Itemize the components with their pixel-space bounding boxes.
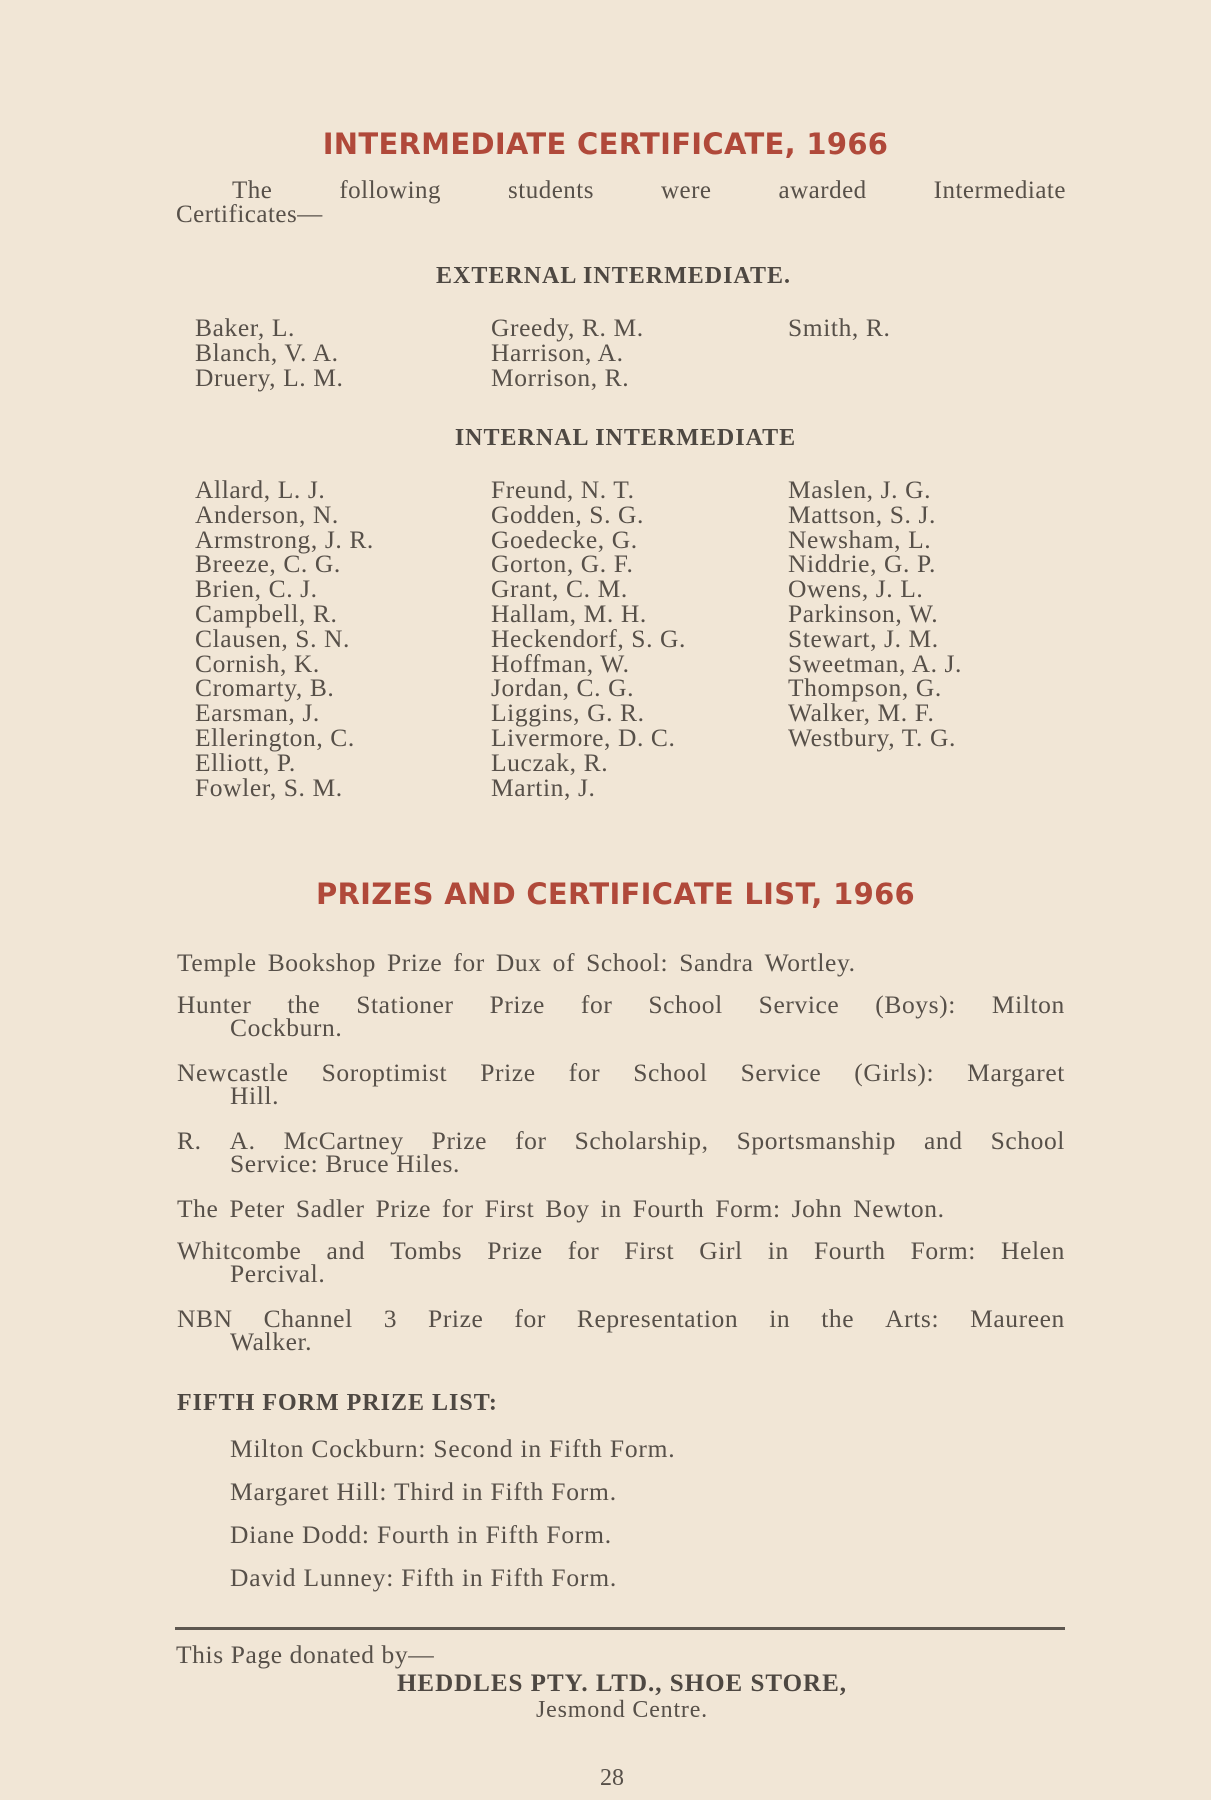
prize-word: and [326, 1236, 366, 1265]
prize-word: School [990, 1126, 1065, 1155]
prize-item [177, 990, 1065, 1042]
prize-word: Prize [428, 1304, 484, 1333]
student-name: Cromarty, B. [195, 673, 335, 703]
prize-word: School [633, 1058, 708, 1087]
student-name: Goedecke, G. [491, 524, 638, 554]
prize-word: Prize [375, 1194, 432, 1223]
student-name: Godden, S. G. [491, 499, 645, 529]
prize-word: A. [229, 1126, 256, 1155]
prize-word: (Boys): [875, 990, 956, 1019]
intro-word: The [232, 177, 273, 204]
student-name: Greedy, R. M. [491, 313, 644, 342]
prize-word: Stationer [356, 990, 454, 1019]
prize-word: Temple [177, 948, 257, 977]
external-names-column-2 [491, 313, 644, 392]
prize-word: Representation [576, 1304, 739, 1333]
prize-word: 3 [383, 1304, 398, 1333]
student-name: Westbury, T. G. [788, 722, 956, 752]
external-names-column-1 [195, 313, 344, 392]
prize-word: Soroptimist [321, 1058, 448, 1087]
prize-line [177, 1058, 1065, 1087]
student-name: Stewart, J. M. [788, 623, 939, 653]
prize-line [177, 1194, 1065, 1223]
prize-word: John [791, 1194, 843, 1223]
prize-word: Wortley. [764, 948, 856, 977]
prize-word: of [552, 948, 576, 977]
student-name: Grant, C. M. [491, 574, 628, 604]
student-name: Parkinson, W. [788, 598, 939, 628]
external-names-column-3 [788, 313, 891, 342]
prize-word: Peter [229, 1194, 285, 1223]
external-intermediate-heading: EXTERNAL INTERMEDIATE. [436, 263, 791, 289]
student-name: Livermore, D. C. [491, 722, 676, 752]
student-name: Anderson, N. [195, 499, 339, 529]
prize-word: Fourth [813, 1236, 886, 1265]
student-name: Hoffman, W. [491, 648, 630, 678]
student-name: Campbell, R. [195, 598, 338, 628]
student-name: Allard, L. J. [195, 475, 326, 504]
prize-line-continued: Service: Bruce Hiles. [230, 1149, 460, 1178]
student-name: Breeze, C. G. [195, 549, 341, 579]
prize-word: Milton [991, 990, 1065, 1019]
prize-word: Prize [386, 948, 443, 977]
prize-word: Bookshop [267, 948, 376, 977]
student-name: Cornish, K. [195, 648, 320, 678]
prize-word: Margaret [967, 1058, 1065, 1087]
prize-word: Service [740, 1058, 822, 1087]
prize-word: Sportsmanship [736, 1126, 896, 1155]
prize-word: Scholarship, [574, 1126, 709, 1155]
prize-line [177, 948, 1065, 977]
prizes-heading: PRIZES AND CERTIFICATE LIST, 1966 [315, 877, 916, 911]
prize-word: School [648, 990, 723, 1019]
fifth-form-item: Milton Cockburn: Second in Fifth Form. [230, 1434, 676, 1463]
footer-divider [175, 1627, 1065, 1630]
student-name: Brien, C. J. [195, 574, 318, 604]
student-name: Smith, R. [788, 313, 891, 342]
student-name: Gorton, G. F. [491, 549, 634, 579]
prize-line-continued: Cockburn. [230, 1013, 343, 1042]
prize-word: NBN [177, 1304, 233, 1333]
student-name: Blanch, V. A. [195, 337, 339, 367]
student-name: Newsham, L. [788, 524, 932, 554]
prize-word: for [515, 1126, 547, 1155]
prize-word: Whitcombe [177, 1236, 302, 1265]
student-name: Thompson, G. [788, 673, 942, 703]
prize-word: in [600, 1194, 622, 1223]
student-name: Sweetman, A. J. [788, 648, 963, 678]
prize-word: Service [758, 990, 840, 1019]
student-name: Freund, N. T. [491, 475, 635, 504]
internal-names-column-3 [788, 475, 963, 752]
prize-word: McCartney [283, 1126, 404, 1155]
prize-word: Prize [431, 1126, 488, 1155]
student-name: Clausen, S. N. [195, 623, 351, 653]
student-name: Mattson, S. J. [788, 499, 936, 529]
prize-word: for [568, 1058, 601, 1087]
prize-word: (Girls): [854, 1058, 935, 1087]
prize-word: Prize [489, 990, 545, 1019]
prize-word: Girl [699, 1236, 743, 1265]
fifth-form-item: David Lunney: Fifth in Fifth Form. [230, 1563, 618, 1592]
intro-word: following [339, 177, 442, 204]
student-name: Morrison, R. [491, 362, 630, 392]
student-name: Earsman, J. [195, 698, 320, 728]
prize-word: Hunter [177, 990, 252, 1019]
student-name: Martin, J. [491, 772, 596, 802]
fifth-form-item: Margaret Hill: Third in Fifth Form. [230, 1477, 617, 1506]
student-name: Baker, L. [195, 313, 295, 342]
prize-word: First [484, 1194, 535, 1223]
prize-word: for [442, 1194, 474, 1223]
prize-item [177, 1236, 1065, 1288]
prize-word: Sadler [295, 1194, 365, 1223]
prize-word: for [567, 1236, 600, 1265]
prize-word: School: [586, 948, 669, 977]
intro-word: Intermediate [933, 177, 1066, 204]
prize-line-continued: Walker. [230, 1327, 313, 1356]
prize-word: for [453, 948, 485, 977]
prize-word: Form: [715, 1194, 781, 1223]
student-name: Niddrie, G. P. [788, 549, 936, 579]
fifth-form-item: Diane Dodd: Fourth in Fifth Form. [230, 1520, 612, 1549]
prize-word: First [624, 1236, 675, 1265]
prize-word: R. [177, 1126, 202, 1155]
intro-word: students [508, 177, 594, 204]
prize-word: The [177, 1194, 219, 1223]
prize-word: Newton. [853, 1194, 945, 1223]
prize-word: in [769, 1304, 791, 1333]
prize-word: Arts: [885, 1304, 940, 1333]
prize-line-continued: Percival. [230, 1259, 326, 1288]
student-name: Owens, J. L. [788, 574, 924, 604]
intermediate-heading: INTERMEDIATE CERTIFICATE, 1966 [322, 127, 889, 161]
student-name: Druery, L. M. [195, 362, 344, 392]
intro-line-2: Certificates— [176, 201, 323, 228]
prize-item [177, 1304, 1065, 1356]
prize-item [177, 1058, 1065, 1110]
prize-word: Boy [545, 1194, 590, 1223]
prize-word: Maureen [970, 1304, 1065, 1333]
prize-word: Dux [495, 948, 542, 977]
fifth-form-heading: FIFTH FORM PRIZE LIST: [177, 1390, 498, 1416]
intro-line-1 [176, 179, 1066, 203]
student-name: Luczak, R. [491, 747, 609, 777]
prize-word: Helen [1001, 1236, 1065, 1265]
prize-item [177, 1194, 1065, 1223]
prize-line-continued: Hill. [230, 1081, 280, 1110]
student-name: Ellerington, C. [195, 722, 355, 752]
prize-word: for [514, 1304, 546, 1333]
student-name: Armstrong, J. R. [195, 524, 374, 554]
prize-word: Form: [910, 1236, 976, 1265]
intro-word: were [660, 177, 712, 204]
prize-word: Fourth [632, 1194, 705, 1223]
student-name: Fowler, S. M. [195, 772, 343, 802]
prize-word: the [287, 990, 321, 1019]
donor-location: Jesmond Centre. [536, 1697, 708, 1723]
donor-name: HEDDLES PTY. LTD., SHOE STORE, [396, 1670, 848, 1697]
page-number: 28 [600, 1765, 624, 1791]
prize-word: and [923, 1126, 963, 1155]
student-name: Heckendorf, S. G. [491, 623, 687, 653]
student-name: Jordan, C. G. [491, 673, 635, 703]
prize-word: Prize [487, 1236, 543, 1265]
prize-word: Newcastle [177, 1058, 289, 1087]
student-name: Harrison, A. [491, 337, 624, 367]
prize-item [177, 948, 1065, 977]
prize-word: the [821, 1304, 855, 1333]
internal-names-column-2 [491, 475, 687, 802]
prize-word: for [580, 990, 613, 1019]
donated-by-label: This Page donated by— [176, 1640, 435, 1669]
prize-word: in [767, 1236, 789, 1265]
student-name: Maslen, J. G. [788, 475, 932, 504]
student-name: Walker, M. F. [788, 698, 935, 728]
prize-item [177, 1126, 1065, 1178]
student-name: Elliott, P. [195, 747, 296, 777]
internal-names-column-1 [195, 475, 374, 802]
prize-word: Sandra [679, 948, 754, 977]
prize-word: Channel [263, 1304, 353, 1333]
intermediate-intro [176, 179, 1066, 227]
student-name: Liggins, G. R. [491, 698, 645, 728]
internal-intermediate-heading: INTERNAL INTERMEDIATE [454, 425, 797, 451]
intro-word: awarded [778, 177, 867, 204]
prize-word: Prize [480, 1058, 536, 1087]
student-name: Hallam, M. H. [491, 598, 647, 628]
prize-word: Tombs [390, 1236, 463, 1265]
